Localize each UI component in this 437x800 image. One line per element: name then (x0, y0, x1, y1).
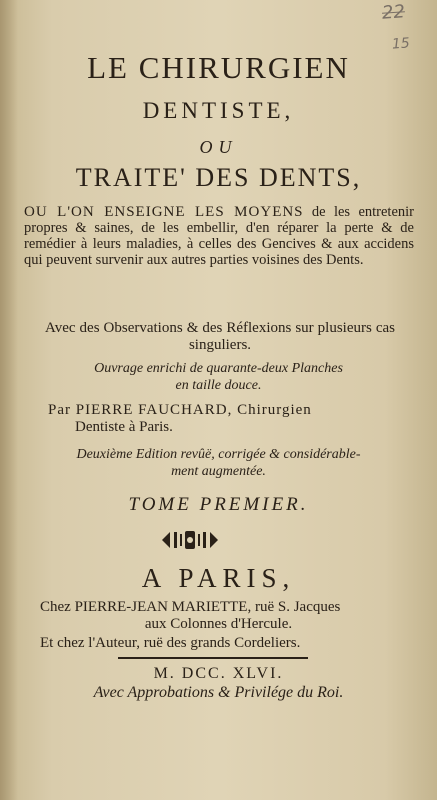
edition-line-2: ment augmentée. (171, 464, 266, 479)
printer-ornament (160, 528, 220, 552)
author-line-1: Par PIERRE FAUCHARD, Chirurgien (48, 402, 312, 418)
subtitle-lead: OU L'ON ENSEIGNE LES MOYENS (24, 204, 304, 220)
place-of-publication: A PARIS, (141, 563, 296, 593)
imprint-line-2: aux Colonnes d'Hercule. (144, 616, 293, 632)
plates-line-1: Ouvrage enrichi de quarante-deux Planches (94, 361, 343, 376)
imprint-line-1: Chez PIERRE-JEAN MARIETTE, ruë S. Jacques (40, 599, 341, 615)
divider-rule (118, 657, 308, 659)
title-line-1: LE CHIRURGIEN (87, 50, 350, 85)
title-line-2: DENTISTE, (142, 98, 295, 123)
publication-date: M. DCC. XLVI. (153, 665, 284, 682)
pencil-annotation-top: 22 (381, 1, 406, 24)
subtitle-text: de les entretenir propres & saines, de les embellir, d'en réparer la perte & de remédier à leurs maladies, à celles des Gencives & aux accidens qui peuvent survenir aux autres parties voisines des Dents. (24, 204, 414, 268)
volume-label: TOME PREMIER. (128, 494, 309, 515)
observations-text: Avec des Observations & des Réflexions sur plusieurs cas singuliers. (45, 320, 395, 353)
plates-line-2: en taille douce. (175, 378, 262, 393)
subtitle-block (24, 204, 414, 268)
edition-line-1: Deuxième Edition revûë, corrigée & considérable- (76, 447, 361, 462)
title-line-3: OU (199, 137, 238, 157)
author-line-2: Dentiste à Paris. (75, 419, 173, 435)
imprint-line-3: Et chez l'Auteur, ruë des grands Cordeliers. (40, 635, 301, 651)
title-line-4: TRAITE' DES DENTS, (75, 163, 362, 192)
pencil-annotation-bottom: 15 (391, 35, 411, 53)
approbation-line: Avec Approbations & Privilége du Roi. (93, 684, 344, 701)
